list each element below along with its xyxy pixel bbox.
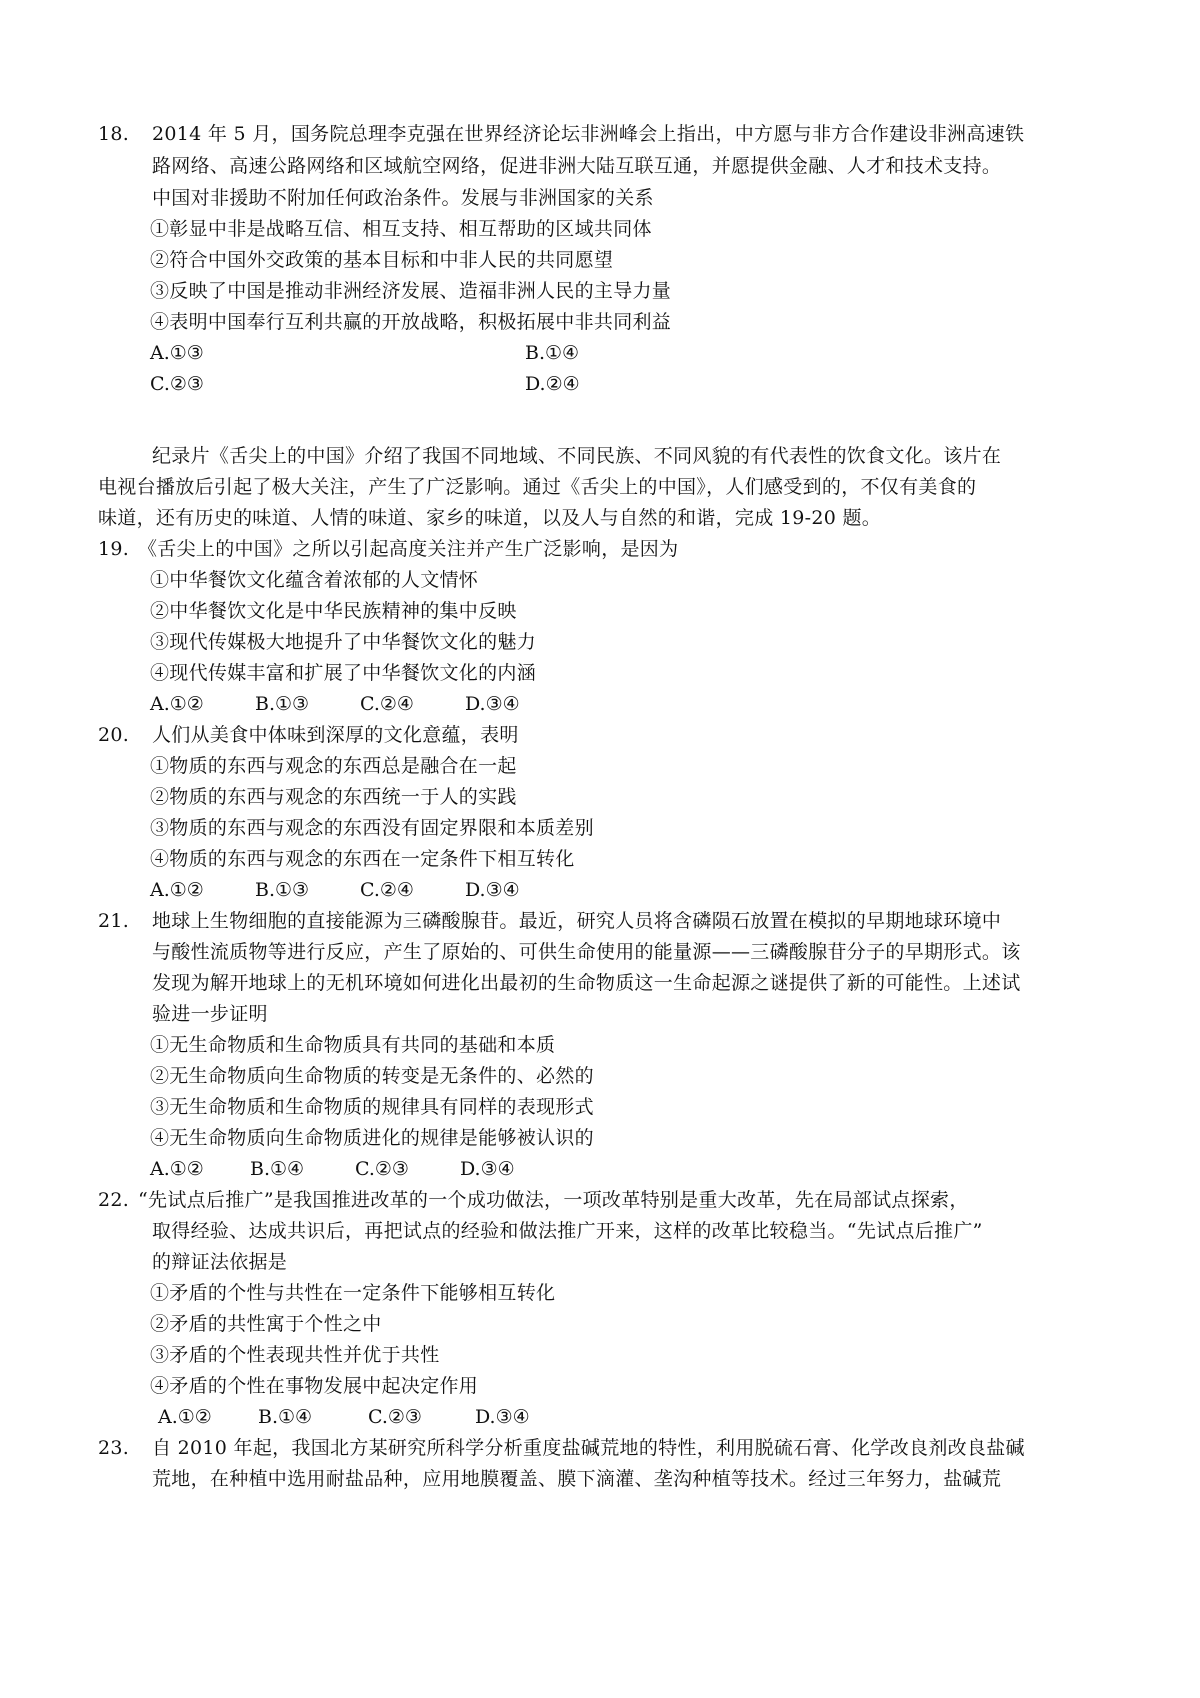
option-c: C.②③ xyxy=(368,1406,422,1428)
statement-item: ②无生命物质向生命物质的转变是无条件的、必然的 xyxy=(150,1065,594,1087)
option-d: D.②④ xyxy=(525,373,580,395)
statement-item: ④表明中国奉行互利共赢的开放战略，积极拓展中非共同利益 xyxy=(150,311,672,333)
statement-item: ④矛盾的个性在事物发展中起决定作用 xyxy=(150,1375,479,1397)
option-d: D.③④ xyxy=(475,1406,530,1428)
question-stem-line: “先试点后推广”是我国推进改革的一个成功做法，一项改革特别是重大改革，先在局部试点探索， xyxy=(138,1189,969,1211)
question-stem-line: 荒地，在种植中选用耐盐品种，应用地膜覆盖、膜下滴灌、垄沟种植等技术。经过三年努力，盐碱荒 xyxy=(152,1468,1002,1490)
option-b: B.①④ xyxy=(258,1406,313,1428)
question-stem-line: 发现为解开地球上的无机环境如何进化出最初的生命物质这一生命起源之谜提供了新的可能性。上述试 xyxy=(152,972,1021,994)
statement-item: ③矛盾的个性表现共性并优于共性 xyxy=(150,1344,440,1366)
question-number: 19. xyxy=(98,538,130,560)
question-stem-line: 地球上生物细胞的直接能源为三磷酸腺苷。最近，研究人员将含磷陨石放置在模拟的早期地球环境中 xyxy=(152,910,1002,932)
statement-item: ①无生命物质和生命物质具有共同的基础和本质 xyxy=(150,1034,556,1056)
statement-item: ③物质的东西与观念的东西没有固定界限和本质差别 xyxy=(150,817,594,839)
option-c: C.②④ xyxy=(360,879,414,901)
statement-item: ④无生命物质向生命物质进化的规律是能够被认识的 xyxy=(150,1127,594,1149)
question-number: 21. xyxy=(98,910,130,932)
statement-item: ②矛盾的共性寓于个性之中 xyxy=(150,1313,382,1335)
material-line: 味道，还有历史的味道、人情的味道、家乡的味道，以及人与自然的和谐，完成 19-20 题。 xyxy=(98,507,882,529)
question-number: 20. xyxy=(98,724,130,746)
option-c: C.②④ xyxy=(360,693,414,715)
option-c: C.②③ xyxy=(355,1158,409,1180)
option-a: A.①② xyxy=(150,879,204,901)
option-d: D.③④ xyxy=(465,879,520,901)
question-stem-line: 路网络、高速公路网络和区域航空网络，促进非洲大陆互联互通，并愿提供金融、人才和技术支持。 xyxy=(152,155,1002,177)
option-a: A.①③ xyxy=(150,342,204,364)
question-number: 18. xyxy=(98,123,130,145)
statement-item: ③现代传媒极大地提升了中华餐饮文化的魅力 xyxy=(150,631,537,653)
statement-item: ①中华餐饮文化蕴含着浓郁的人文情怀 xyxy=(150,569,479,591)
question-stem-line: 与酸性流质物等进行反应，产生了原始的、可供生命使用的能量源——三磷酸腺苷分子的早期形式。该 xyxy=(152,941,1021,963)
question-stem-line: 验进一步证明 xyxy=(152,1003,268,1025)
material-line: 纪录片《舌尖上的中国》介绍了我国不同地域、不同民族、不同风貌的有代表性的饮食文化。该片在 xyxy=(152,445,1002,467)
statement-item: ③无生命物质和生命物质的规律具有同样的表现形式 xyxy=(150,1096,594,1118)
option-c: C.②③ xyxy=(150,373,204,395)
statement-item: ②中华餐饮文化是中华民族精神的集中反映 xyxy=(150,600,517,622)
question-stem-line: 的辩证法依据是 xyxy=(152,1251,288,1273)
question-stem-line: 自 2010 年起，我国北方某研究所科学分析重度盐碱荒地的特性，利用脱硫石膏、化学改良剂改良盐碱 xyxy=(152,1437,1025,1459)
statement-item: ①物质的东西与观念的东西总是融合在一起 xyxy=(150,755,517,777)
statement-item: ④物质的东西与观念的东西在一定条件下相互转化 xyxy=(150,848,575,870)
material-line: 电视台播放后引起了极大关注，产生了广泛影响。通过《舌尖上的中国》，人们感受到的，不仅有美食的 xyxy=(98,476,977,498)
question-stem-line: 取得经验、达成共识后，再把试点的经验和做法推广开来，这样的改革比较稳当。“先试点后推广” xyxy=(152,1220,983,1242)
option-b: B.①③ xyxy=(255,879,310,901)
question-stem: 人们从美食中体味到深厚的文化意蕴，表明 xyxy=(152,724,519,746)
question-stem: 《舌尖上的中国》之所以引起高度关注并产生广泛影响，是因为 xyxy=(138,538,679,560)
option-a: A.①② xyxy=(150,693,204,715)
statement-item: ①矛盾的个性与共性在一定条件下能够相互转化 xyxy=(150,1282,556,1304)
option-b: B.①③ xyxy=(255,693,310,715)
option-b: B.①④ xyxy=(250,1158,305,1180)
statement-item: ①彰显中非是战略互信、相互支持、相互帮助的区域共同体 xyxy=(150,218,652,240)
question-number: 22. xyxy=(98,1189,130,1211)
statement-item: ③反映了中国是推动非洲经济发展、造福非洲人民的主导力量 xyxy=(150,280,672,302)
option-b: B.①④ xyxy=(525,342,580,364)
question-stem-line: 2014 年 5 月，国务院总理李克强在世界经济论坛非洲峰会上指出，中方愿与非方合作建设非洲高速铁 xyxy=(152,123,1025,145)
statement-item: ④现代传媒丰富和扩展了中华餐饮文化的内涵 xyxy=(150,662,537,684)
question-number: 23. xyxy=(98,1437,130,1459)
question-stem-line: 中国对非援助不附加任何政治条件。发展与非洲国家的关系 xyxy=(152,187,654,209)
option-a: A.①② xyxy=(158,1406,212,1428)
statement-item: ②物质的东西与观念的东西统一于人的实践 xyxy=(150,786,517,808)
option-a: A.①② xyxy=(150,1158,204,1180)
option-d: D.③④ xyxy=(460,1158,515,1180)
option-d: D.③④ xyxy=(465,693,520,715)
statement-item: ②符合中国外交政策的基本目标和中非人民的共同愿望 xyxy=(150,249,614,271)
